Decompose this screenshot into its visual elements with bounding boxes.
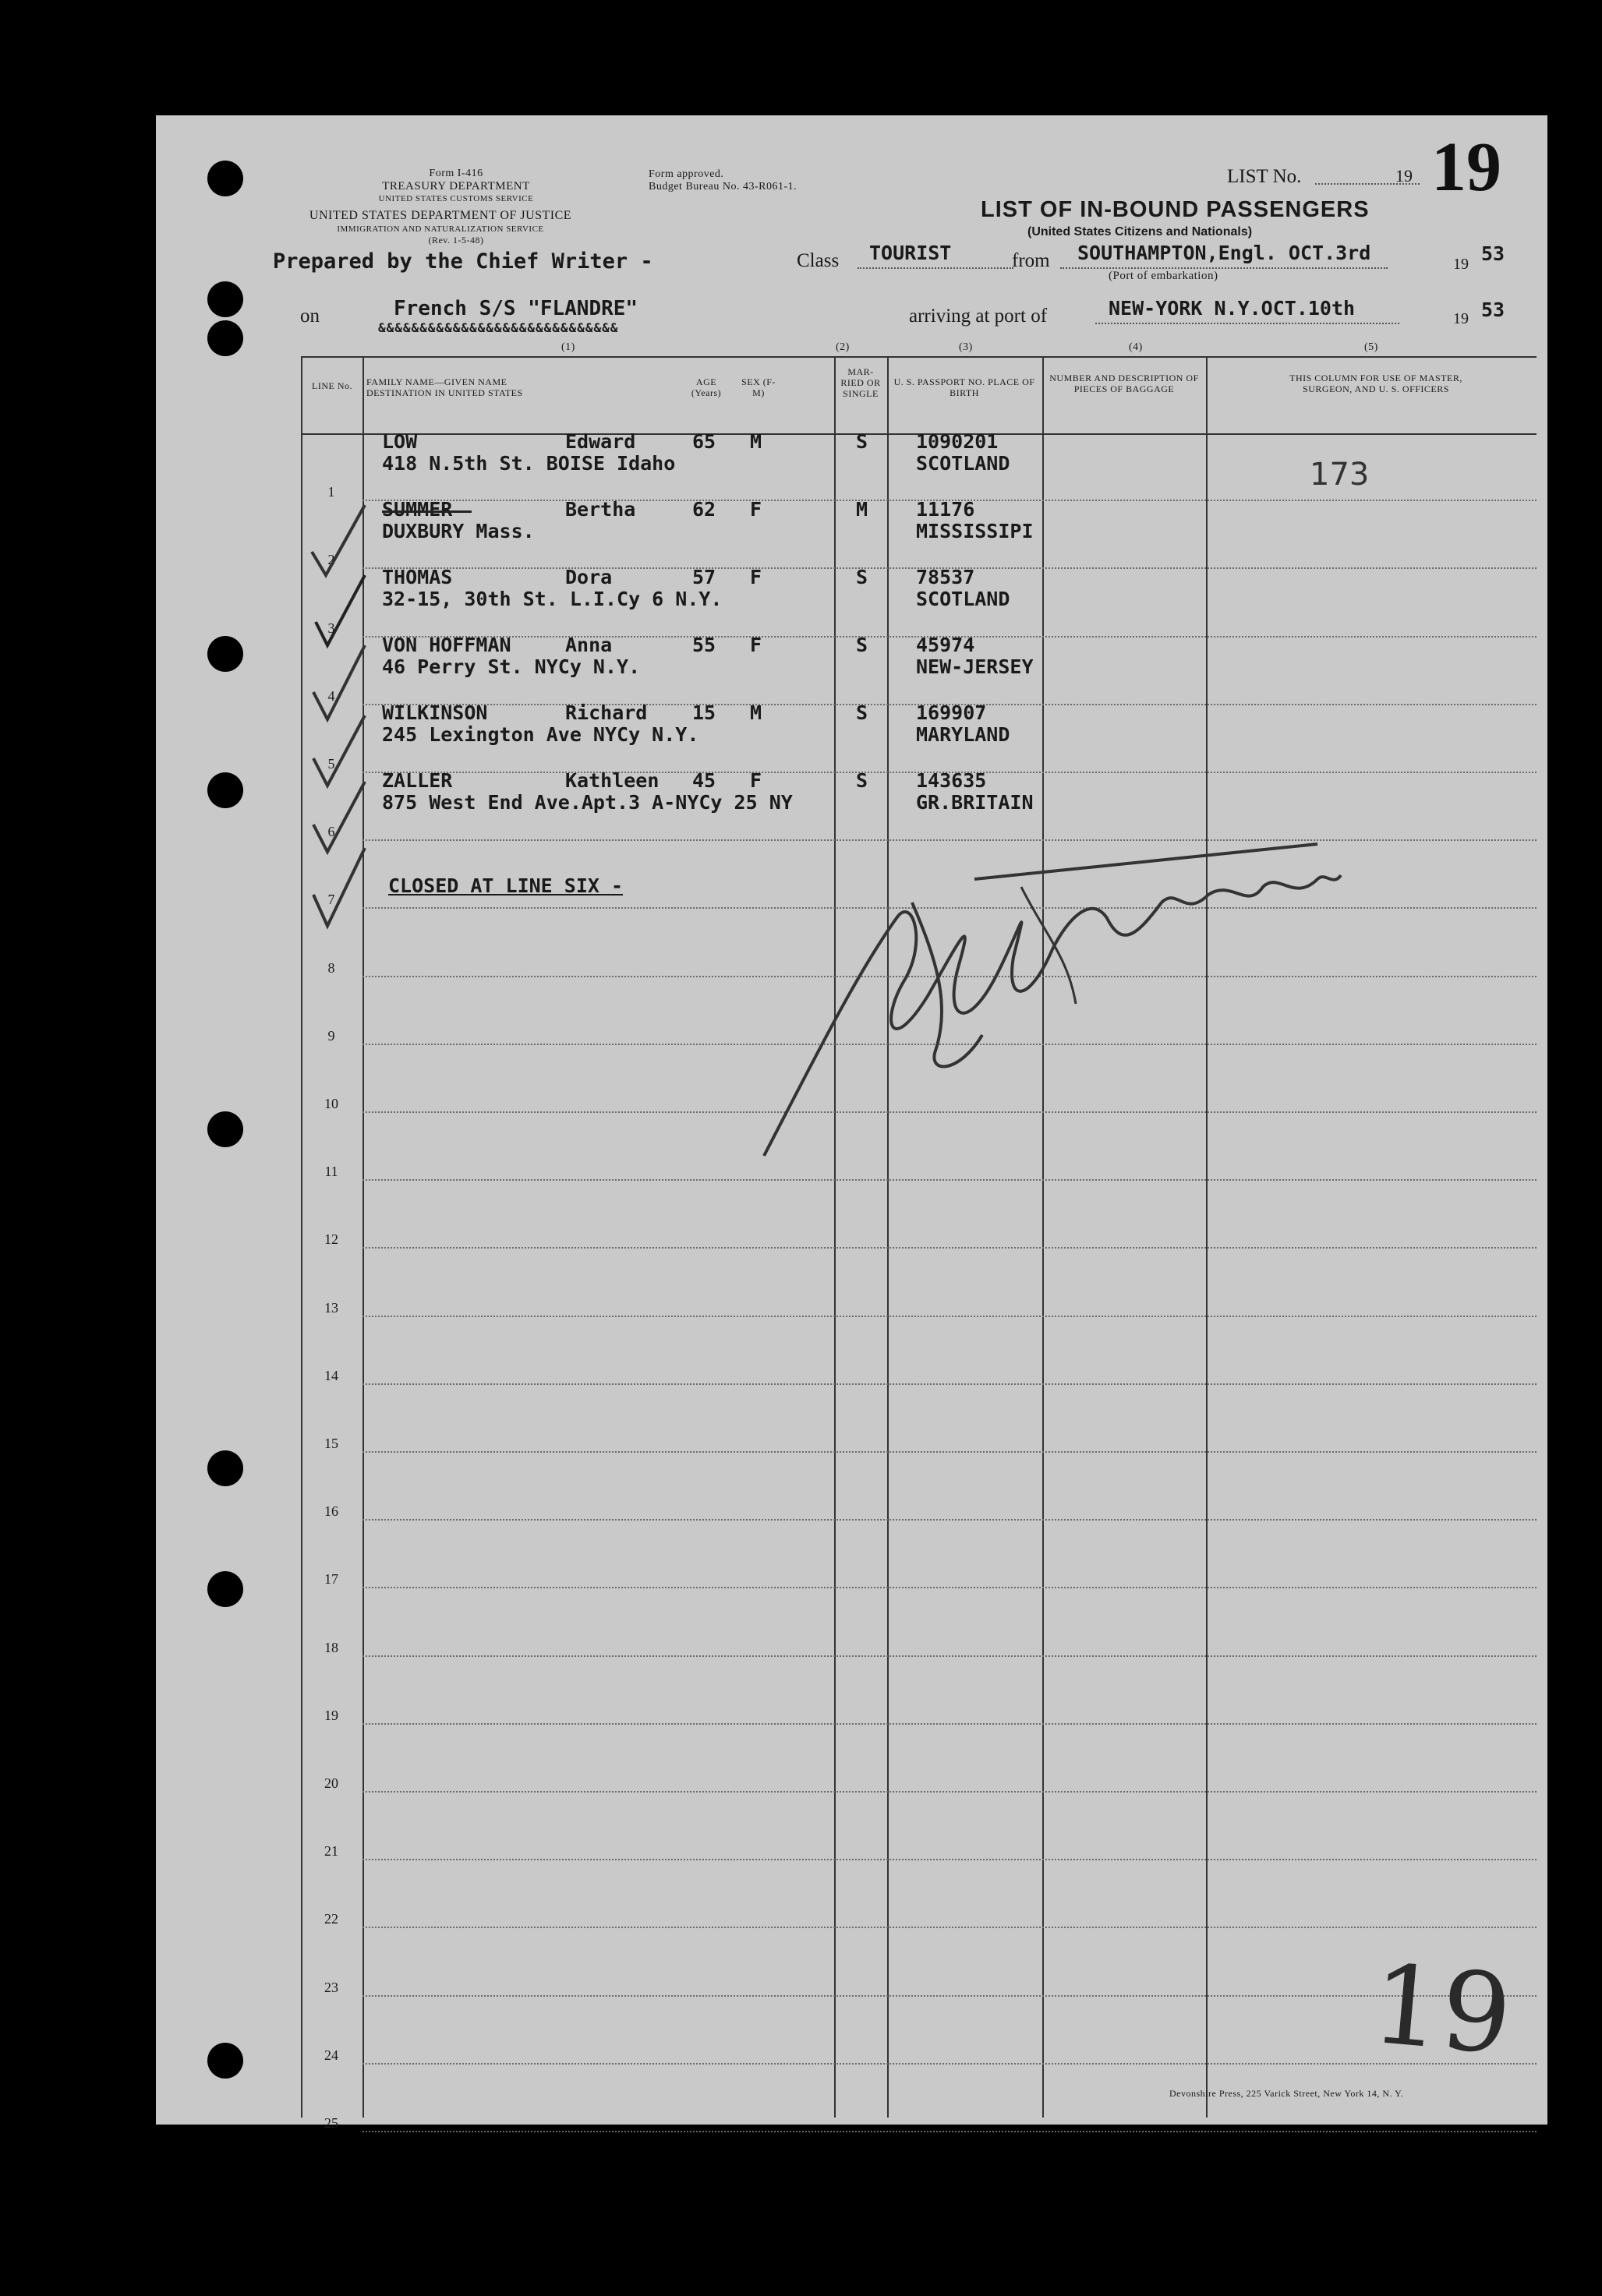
header-passport: U. S. PASSPORT NO. PLACE OF BIRTH: [893, 376, 1035, 398]
passenger-birthplace: MARYLAND: [916, 723, 1010, 746]
punch-hole: [207, 2043, 243, 2079]
row-rule: [362, 1451, 1537, 1453]
passenger-age: 65: [692, 430, 716, 453]
passenger-family-name: ZALLER: [382, 769, 453, 792]
passenger-age: 62: [692, 498, 716, 521]
check-mark: [313, 715, 365, 786]
passenger-family-name: SUMMER: [382, 498, 453, 521]
column-divider: [834, 356, 836, 2118]
passenger-given-name: Bertha: [565, 498, 636, 521]
line-number: 18: [324, 1639, 338, 1655]
printer-imprint: Devonshire Press, 225 Varick Street, New York 14, N. Y.: [1169, 2088, 1404, 2099]
column-divider: [1042, 356, 1044, 2118]
line-number: 17: [324, 1571, 338, 1588]
line-number: 24: [324, 2047, 338, 2063]
line-number: 4: [327, 687, 335, 704]
passenger-sex: F: [750, 498, 762, 521]
row-rule: [362, 2131, 1537, 2132]
check-marks: [304, 458, 366, 973]
list-number: 19: [1431, 129, 1501, 206]
line-number: 7: [327, 892, 335, 908]
check-mark: [312, 505, 365, 575]
arriving-label: arriving at port of: [909, 306, 1048, 327]
passenger-sex: F: [750, 769, 762, 792]
passenger-birthplace: NEW-JERSEY: [916, 655, 1034, 678]
class-label: Class: [797, 250, 840, 271]
list-subtitle: (United States Citizens and Nationals): [1027, 225, 1253, 238]
passenger-age: 57: [692, 566, 716, 588]
line-number: 23: [324, 1979, 338, 1995]
row-rule: [362, 1519, 1537, 1521]
punch-hole: [207, 1450, 243, 1486]
header-line-no: LINE No.: [312, 380, 352, 391]
line-number: 1: [327, 484, 335, 500]
line-number: 2: [327, 552, 335, 568]
form-approved: Form approved.: [649, 168, 724, 180]
list-year-prefix: 19: [1395, 166, 1413, 185]
passenger-status: S: [856, 566, 868, 588]
class-value: TOURIST: [869, 242, 952, 264]
line-number: 11: [324, 1164, 338, 1180]
passenger-passport: 143635: [916, 769, 987, 792]
header-baggage: NUMBER AND DESCRIPTION OF PIECES OF BAGGAGE: [1049, 373, 1199, 394]
passenger-status: S: [856, 430, 868, 453]
passenger-passport: 11176: [916, 498, 975, 521]
line-number: 16: [324, 1503, 338, 1520]
column-number: (1): [561, 341, 575, 353]
passenger-sex: F: [750, 566, 762, 588]
punch-hole: [207, 772, 243, 808]
manifest-sheet: [156, 115, 1547, 2131]
from-line: [1060, 267, 1388, 269]
passenger-destination: 418 N.5th St. BOISE Idaho: [382, 452, 676, 475]
passenger-age: 15: [692, 701, 716, 724]
row-rule: [362, 1791, 1537, 1793]
line-number: 12: [324, 1231, 338, 1248]
line-number: 20: [324, 1775, 338, 1791]
row-rule: [362, 1859, 1537, 1860]
vessel-strike: &&&&&&&&&&&&&&&&&&&&&&&&&&&&&: [378, 320, 619, 335]
row-rule: [362, 2063, 1537, 2065]
line-number: 15: [324, 1436, 338, 1451]
punch-hole: [207, 281, 243, 317]
passenger-family-name: LOW: [382, 430, 418, 453]
passenger-family-name: THOMAS: [382, 566, 453, 588]
year-prefix-1: 19: [1453, 256, 1469, 273]
prepared-by: Prepared by the Chief Writer -: [273, 249, 653, 274]
row-rule: [362, 1179, 1537, 1181]
list-title: LIST OF IN-BOUND PASSENGERS: [981, 197, 1370, 222]
line-number: 9: [327, 1027, 335, 1044]
passenger-family-name: WILKINSON: [382, 701, 488, 724]
header-officers: THIS COLUMN FOR USE OF MASTER, SURGEON, AND U. S. OFFICERS: [1289, 373, 1462, 394]
punch-hole: [207, 161, 243, 196]
line-number: 14: [324, 1367, 338, 1383]
row-rule: [362, 1655, 1537, 1657]
strikethrough-mark: [382, 510, 472, 513]
line-number: 10: [324, 1096, 338, 1111]
row-rule: [362, 1587, 1537, 1588]
budget-bureau: Budget Bureau No. 43-R061-1.: [649, 181, 797, 193]
passenger-family-name: VON HOFFMAN: [382, 634, 511, 656]
line-number: 8: [327, 959, 335, 976]
passenger-given-name: Dora: [565, 566, 613, 588]
line-number: 22: [324, 1911, 338, 1927]
year-1: 53: [1481, 242, 1505, 265]
column-divider: [887, 356, 889, 2118]
closing-note: CLOSED AT LINE SIX -: [388, 874, 624, 897]
header-married: MAR-RIED OR SINGLE: [840, 366, 881, 399]
passenger-birthplace: SCOTLAND: [916, 588, 1010, 610]
passenger-sex: M: [750, 701, 762, 724]
passenger-status: S: [856, 769, 868, 792]
handwritten-number: 19: [1367, 1941, 1516, 2080]
header-age: AGE (Years): [691, 376, 722, 398]
header-name: FAMILY NAME—GIVEN NAME DESTINATION IN UNITED STATES: [366, 376, 523, 398]
form-number: Form I-416: [429, 168, 483, 179]
row-rule: [362, 1995, 1537, 1997]
port-caption: (Port of embarkation): [1109, 270, 1218, 282]
passenger-birthplace: SCOTLAND: [916, 452, 1010, 475]
column-number: (5): [1364, 341, 1378, 353]
line-number: 19: [324, 1707, 338, 1723]
punch-hole: [207, 1571, 243, 1607]
row-rule: [362, 1247, 1537, 1249]
passenger-age: 45: [692, 769, 716, 792]
passenger-given-name: Edward: [565, 430, 636, 453]
department-of-justice: UNITED STATES DEPARTMENT OF JUSTICE: [309, 209, 572, 222]
on-label: on: [300, 306, 320, 327]
year-2: 53: [1481, 298, 1505, 321]
passenger-passport: 169907: [916, 701, 987, 724]
column-number: (4): [1129, 341, 1143, 353]
passenger-given-name: Richard: [565, 701, 648, 724]
passenger-destination: 46 Perry St. NYCy N.Y.: [382, 655, 641, 678]
vessel-name: French S/S "FLANDRE": [394, 297, 638, 320]
passenger-destination: 245 Lexington Ave NYCy N.Y.: [382, 723, 699, 746]
passenger-given-name: Kathleen: [565, 769, 660, 792]
check-mark: [313, 645, 365, 719]
check-mark: [313, 782, 365, 852]
passenger-sex: F: [750, 634, 762, 656]
passenger-destination: DUXBURY Mass.: [382, 520, 535, 542]
punch-hole: [207, 636, 243, 672]
line-number: 21: [324, 1843, 338, 1860]
officer-note: 173: [1310, 457, 1370, 493]
year-prefix-2: 19: [1453, 310, 1469, 327]
arrival-value: NEW-YORK N.Y.OCT.10th: [1109, 297, 1356, 320]
line-number: 6: [327, 824, 335, 840]
passenger-passport: 45974: [916, 634, 975, 656]
line-number: 25: [324, 2115, 338, 2131]
arrival-line: [1095, 323, 1399, 324]
line-number: 5: [327, 756, 335, 772]
passenger-given-name: Anna: [565, 634, 613, 656]
passenger-status: M: [856, 498, 868, 521]
passenger-birthplace: MISSISSIPI: [916, 520, 1034, 542]
revision: (Rev. 1-5-48): [428, 235, 484, 245]
from-label: from: [1012, 250, 1050, 271]
line-number: 13: [324, 1299, 338, 1316]
customs-service: UNITED STATES CUSTOMS SERVICE: [378, 194, 534, 203]
passenger-status: S: [856, 634, 868, 656]
passenger-age: 55: [692, 634, 716, 656]
row-rule: [362, 1927, 1537, 1928]
row-rule: [362, 1383, 1537, 1385]
check-mark: [313, 848, 365, 926]
passenger-status: S: [856, 701, 868, 724]
table-top-border: [301, 356, 1537, 358]
ins-service: IMMIGRATION AND NATURALIZATION SERVICE: [337, 224, 544, 234]
check-mark: [316, 575, 365, 645]
treasury-department: TREASURY DEPARTMENT: [382, 180, 530, 193]
line-number: 3: [327, 620, 335, 636]
passenger-passport: 1090201: [916, 430, 999, 453]
passenger-sex: M: [750, 430, 762, 453]
from-value: SOUTHAMPTON,Engl. OCT.3rd: [1077, 242, 1371, 264]
row-rule: [362, 1723, 1537, 1725]
column-divider: [301, 356, 302, 2118]
column-number: (3): [959, 341, 973, 353]
passenger-birthplace: GR.BRITAIN: [916, 791, 1034, 814]
class-line: [858, 267, 1013, 269]
signature: [702, 801, 1372, 1160]
list-number-label: LIST No.: [1227, 166, 1302, 187]
passenger-passport: 78537: [916, 566, 975, 588]
column-number: (2): [836, 341, 850, 353]
column-divider: [1206, 356, 1208, 2118]
passenger-destination: 32-15, 30th St. L.I.Cy 6 N.Y.: [382, 588, 723, 610]
punch-hole: [207, 320, 243, 356]
passenger-destination: 875 West End Ave.Apt.3 A-NYCy 25 NY: [382, 791, 793, 814]
header-sex: SEX (F-M): [741, 376, 776, 398]
row-rule: [362, 1316, 1537, 1317]
punch-hole: [207, 1111, 243, 1147]
